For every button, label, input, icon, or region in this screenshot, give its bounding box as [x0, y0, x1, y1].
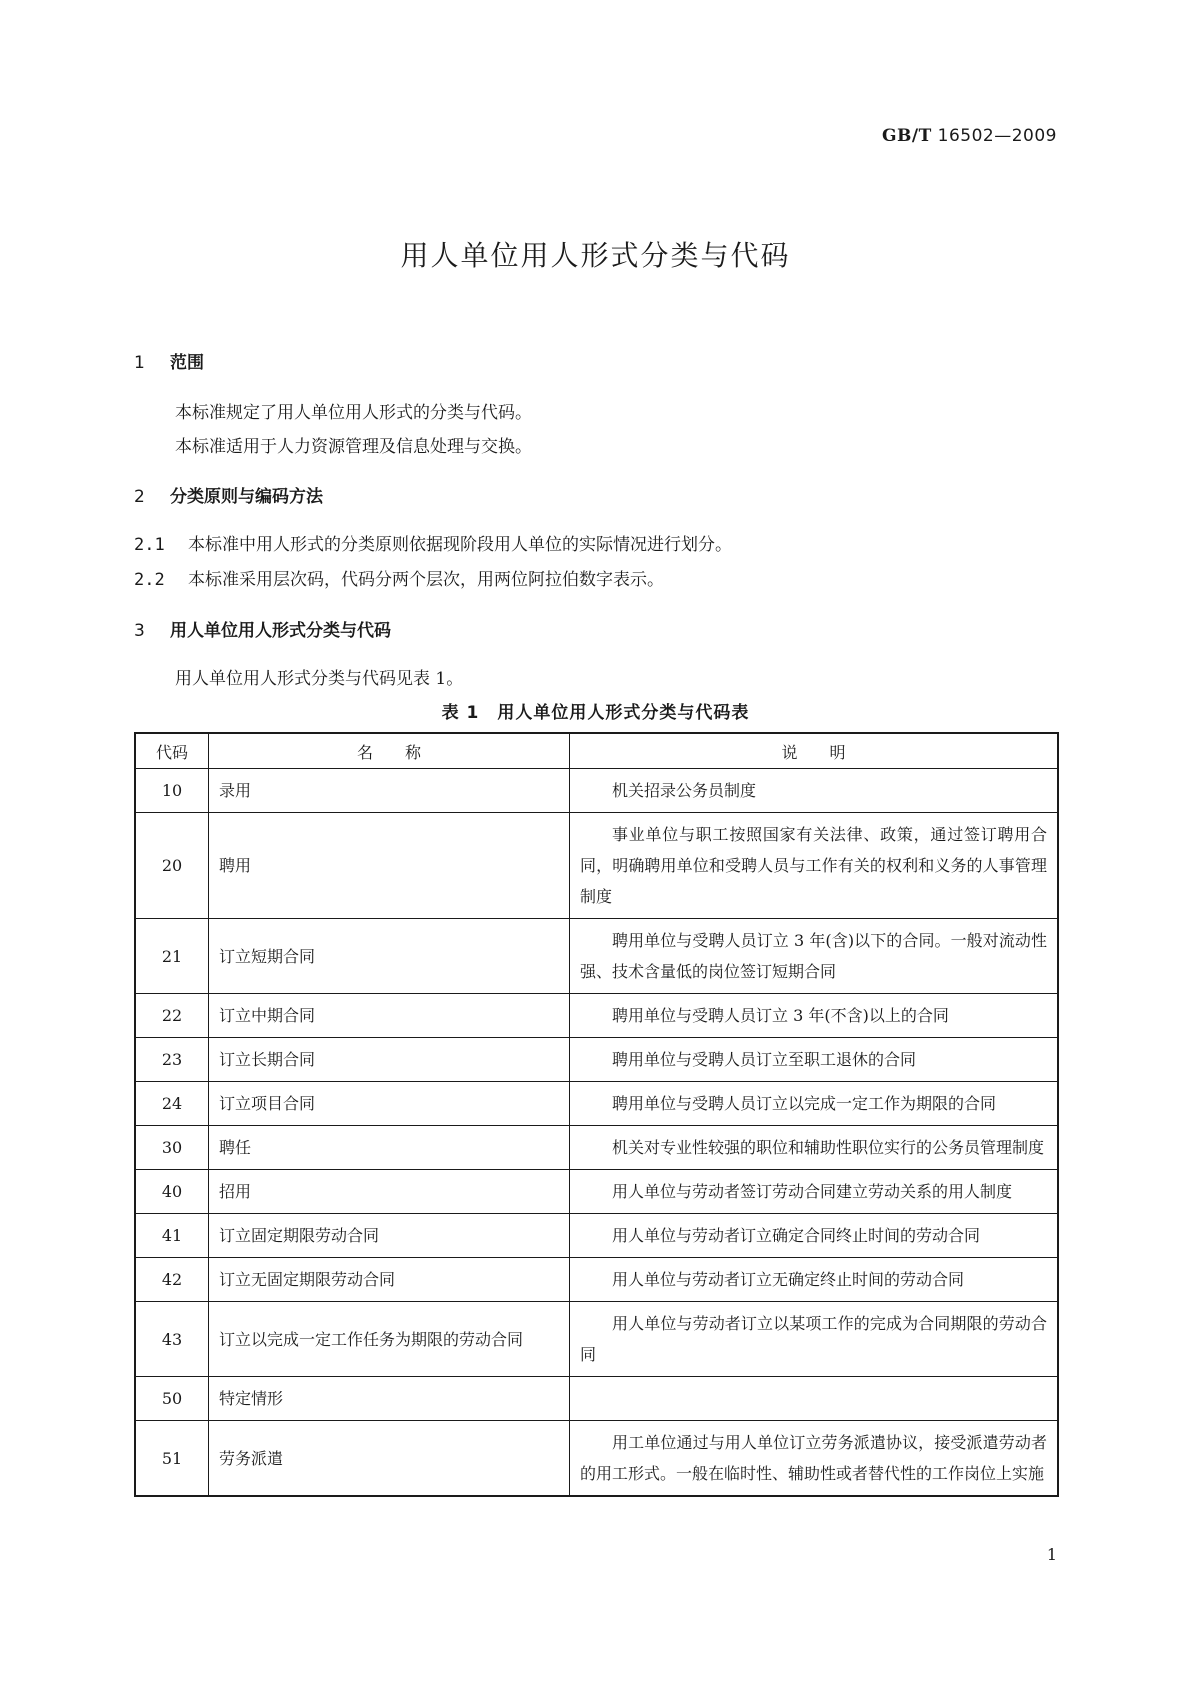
row-name-cell [209, 1082, 570, 1126]
clause-2-2 [134, 565, 664, 590]
table-row [135, 1082, 1058, 1126]
standard-prefix: GB/T [882, 126, 932, 146]
row-name-cell [209, 813, 570, 919]
row-name-cell [209, 1302, 570, 1377]
table-row [135, 1038, 1058, 1082]
table-row [135, 1377, 1058, 1421]
row-desc-cell [570, 813, 1059, 919]
row-code: 10 [135, 769, 209, 813]
page-number: 1 [1046, 1545, 1057, 1564]
standard-code [882, 126, 1057, 146]
row-desc-cell [570, 1258, 1059, 1302]
paragraph: 本标准规定了用人单位用人形式的分类与代码。 [175, 403, 532, 423]
clause-number: 2.1 [134, 535, 165, 555]
row-name: 聘用 [219, 856, 252, 875]
row-name: 订立中期合同 [219, 1006, 316, 1025]
row-desc-cell [570, 1170, 1059, 1214]
row-desc: 事业单位与职工按照国家有关法律、政策，通过签订聘用合同，明确聘用单位和受聘人员与工作有关的权利和义务的人事管理制度 [580, 825, 1047, 906]
table-body [135, 769, 1058, 1497]
row-desc-cell [570, 1377, 1059, 1421]
row-desc: 聘用单位与受聘人员订立 3 年(含)以下的合同。一般对流动性强、技术含量低的岗位签订短期合同 [580, 931, 1047, 981]
section-heading-classification [134, 616, 391, 641]
row-code: 20 [135, 813, 209, 919]
row-desc-cell [570, 1421, 1059, 1497]
table-row [135, 919, 1058, 994]
row-code: 51 [135, 1421, 209, 1497]
row-name: 订立以完成一定工作任务为期限的劳动合同 [219, 1329, 524, 1349]
row-name: 聘任 [219, 1138, 252, 1157]
row-code: 40 [135, 1170, 209, 1214]
header-name: 名 称 [209, 733, 570, 769]
row-name: 订立固定期限劳动合同 [219, 1226, 380, 1245]
row-desc: 用人单位与劳动者订立确定合同终止时间的劳动合同 [612, 1226, 981, 1245]
table-row [135, 813, 1058, 919]
clause-2-1 [134, 530, 732, 555]
row-name: 订立无固定期限劳动合同 [219, 1270, 396, 1289]
row-desc: 聘用单位与受聘人员订立以完成一定工作为期限的合同 [612, 1094, 997, 1113]
row-name-cell [209, 1214, 570, 1258]
row-desc: 机关招录公务员制度 [612, 781, 757, 800]
row-code: 24 [135, 1082, 209, 1126]
row-desc: 用人单位与劳动者订立无确定终止时间的劳动合同 [612, 1270, 965, 1289]
row-desc: 聘用单位与受聘人员订立 3 年(不含)以上的合同 [612, 1006, 949, 1025]
section-number: 1 [134, 353, 145, 373]
row-code: 41 [135, 1214, 209, 1258]
row-desc: 用人单位与劳动者签订劳动合同建立劳动关系的用人制度 [612, 1182, 1013, 1201]
row-name: 招用 [219, 1182, 252, 1201]
header-code: 代码 [135, 733, 209, 769]
section-number: 3 [134, 621, 145, 641]
row-name: 订立短期合同 [219, 946, 316, 966]
table-row [135, 1258, 1058, 1302]
classification-table [134, 732, 1059, 1497]
row-desc: 用工单位通过与用人单位订立劳务派遣协议，接受派遣劳动者的用工形式。一般在临时性、辅助性或者替代性的工作岗位上实施 [580, 1433, 1047, 1483]
clause-text: 本标准中用人形式的分类原则依据现阶段用人单位的实际情况进行划分。 [188, 535, 732, 555]
row-name-cell [209, 1377, 570, 1421]
standard-number: 16502—2009 [937, 126, 1057, 146]
paragraph: 用人单位用人形式分类与代码见表 1。 [175, 669, 464, 689]
row-desc-cell [570, 1214, 1059, 1258]
row-desc-cell [570, 994, 1059, 1038]
table-row [135, 1126, 1058, 1170]
row-code: 42 [135, 1258, 209, 1302]
section-title: 分类原则与编码方法 [170, 487, 323, 507]
row-desc: 机关对专业性较强的职位和辅助性职位实行的公务员管理制度 [612, 1138, 1045, 1157]
row-name-cell [209, 1038, 570, 1082]
row-desc-cell [570, 1126, 1059, 1170]
row-name-cell [209, 1170, 570, 1214]
row-desc-cell [570, 919, 1059, 994]
row-code: 22 [135, 994, 209, 1038]
row-desc-cell [570, 1082, 1059, 1126]
row-desc: 用人单位与劳动者订立以某项工作的完成为合同期限的劳动合同 [580, 1314, 1047, 1364]
row-name: 劳务派遣 [219, 1448, 284, 1468]
row-name: 录用 [219, 781, 252, 800]
document-title: 用人单位用人形式分类与代码 [400, 239, 791, 272]
table-row [135, 769, 1058, 813]
clause-text: 本标准采用层次码，代码分两个层次，用两位阿拉伯数字表示。 [188, 570, 664, 590]
row-name-cell [209, 1258, 570, 1302]
row-name-cell [209, 919, 570, 994]
clause-number: 2.2 [134, 570, 165, 590]
row-name-cell [209, 769, 570, 813]
row-name: 订立项目合同 [219, 1094, 316, 1113]
row-code: 43 [135, 1302, 209, 1377]
row-name-cell [209, 994, 570, 1038]
row-code: 30 [135, 1126, 209, 1170]
section-title: 用人单位用人形式分类与代码 [170, 621, 391, 641]
table-row [135, 1421, 1058, 1497]
row-desc-cell [570, 1038, 1059, 1082]
table-row [135, 1170, 1058, 1214]
row-name: 订立长期合同 [219, 1050, 316, 1069]
section-heading-principles [134, 482, 323, 507]
section-title: 范围 [170, 353, 204, 373]
table-row [135, 994, 1058, 1038]
row-name-cell [209, 1126, 570, 1170]
row-desc: 聘用单位与受聘人员订立至职工退休的合同 [612, 1050, 917, 1069]
table-row [135, 1302, 1058, 1377]
row-code: 50 [135, 1377, 209, 1421]
row-desc [580, 1393, 1047, 1405]
row-desc-cell [570, 1302, 1059, 1377]
row-code: 23 [135, 1038, 209, 1082]
section-heading-scope [134, 348, 204, 373]
row-code: 21 [135, 919, 209, 994]
table-header-row [135, 733, 1058, 769]
table-row [135, 1214, 1058, 1258]
header-desc: 说 明 [570, 733, 1059, 769]
table-caption: 表 1 用人单位用人形式分类与代码表 [441, 703, 750, 723]
row-name: 特定情形 [219, 1389, 284, 1408]
section-number: 2 [134, 487, 145, 507]
row-desc-cell [570, 769, 1059, 813]
row-name-cell [209, 1421, 570, 1497]
paragraph: 本标准适用于人力资源管理及信息处理与交换。 [175, 437, 532, 457]
